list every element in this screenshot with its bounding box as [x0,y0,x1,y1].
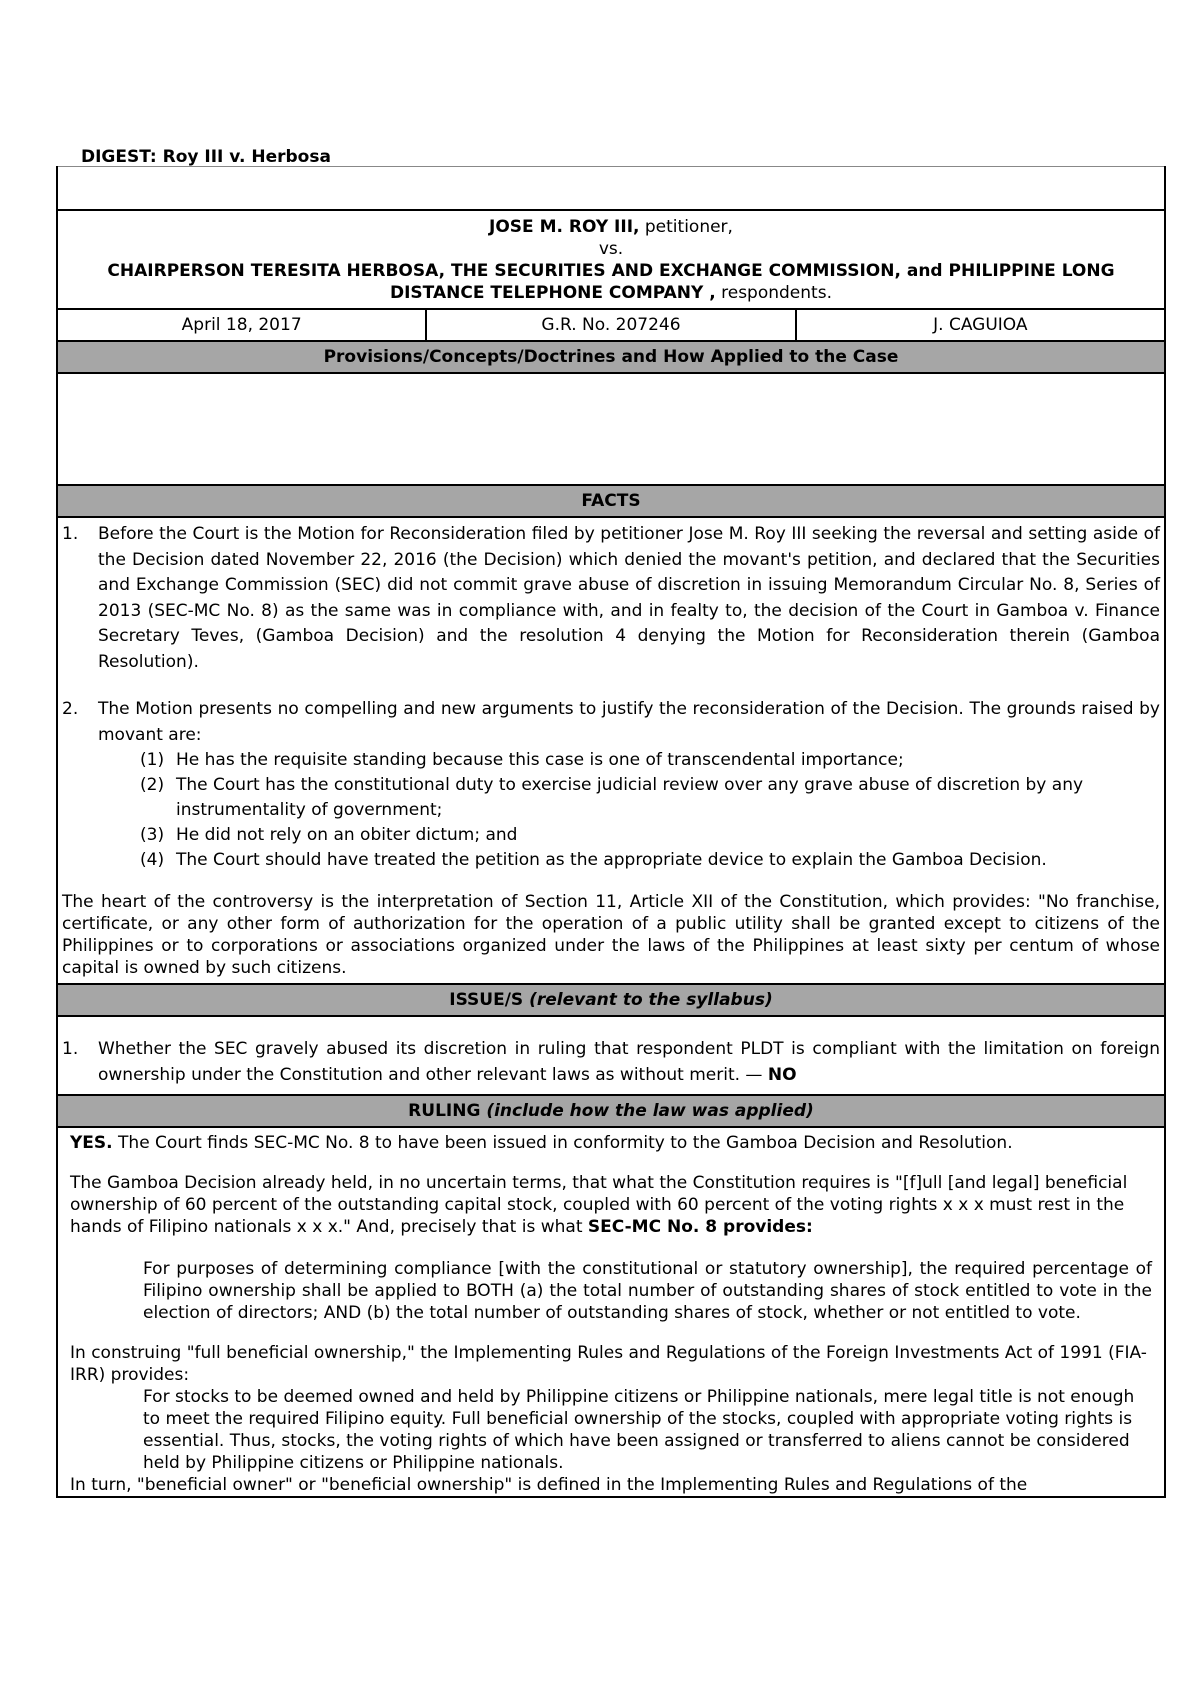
ground-text: The Court has the constitutional duty to exercise judicial review over any grave abuse of discretion by any instrumentality of government; [176,775,1084,820]
ground-number: (2) [140,775,165,795]
ruling-quote-1: For purposes of determining compliance [with the constitutional or statutory ownership], the required percentage of Filipino ownership shall be applied to BOTH (a) the total number of outstanding shares of stock entitled to vote in the election of directors; AND (b) the total number of outstanding shares of stock, whether or not entitled to vote. [143,1259,1152,1323]
versus: vs. [598,239,624,259]
case-parties [58,211,1164,310]
ground-text: He did not rely on an obiter dictum; and [176,825,518,845]
facts-item-2 [62,697,1160,748]
petitioner-role: petitioner, [639,217,733,237]
ruling-heading-note: (include how the law was applied) [486,1101,814,1121]
issues-heading [58,985,1164,1017]
list-number: 1. [62,1039,79,1059]
list-text: The Motion presents no compelling and new arguments to justify the reconsideration of the Decision. The grounds raised by movant are: [98,699,1160,745]
issues-heading-text: ISSUE/S [449,990,530,1010]
blank-header-row [58,166,1164,211]
list-number: 2. [62,699,79,719]
ruling-text: The Gamboa Decision already held, in no uncertain terms, that what the Constitution requires is "[f]ull [and legal] beneficial ownership of 60 percent of the outstanding capital stock, coupled with 60 percent of the voting rights x x x must rest in the hands of Filipino nationals x x x." And, precisely that is what [70,1173,1128,1237]
ruling-heading-text: RULING [408,1101,487,1121]
issue-item-1 [62,1037,1160,1088]
ruling-para-4: In turn, "beneficial owner" or "beneficial ownership" is defined in the Implementing Rules and Regulations of the [70,1475,1028,1495]
ruling-body [58,1128,1164,1496]
list-number: 1. [62,524,79,544]
ground-item [140,773,1160,823]
case-gr-number: G.R. No. 207246 [425,310,794,340]
case-meta-row [58,310,1164,342]
ground-text: The Court should have treated the petition as the appropriate device to explain the Gamboa Decision. [176,850,1047,870]
provisions-heading: Provisions/Concepts/Doctrines and How Applied to the Case [58,342,1164,374]
issues-body [58,1017,1164,1096]
ruling-heading [58,1096,1164,1128]
ground-item [140,823,1160,848]
ground-item [140,748,1160,773]
ground-item [140,848,1160,873]
page-title: DIGEST: Roy III v. Herbosa [81,147,331,167]
facts-heading: FACTS [58,486,1164,518]
respondents-role: respondents. [715,283,832,303]
issues-heading-note: (relevant to the syllabus) [529,990,773,1010]
facts-item-1 [62,522,1160,675]
ruling-para-3: In construing "full beneficial ownership," the Implementing Rules and Regulations of the Foreign Investments Act of 1991 (FIA-IRR) provides: [70,1343,1147,1385]
case-date: April 18, 2017 [181,315,302,335]
ruling-para-1 [70,1132,1152,1154]
digest-table [56,166,1166,1498]
grounds-list [62,748,1160,873]
list-text: Before the Court is the Motion for Reconsideration filed by petitioner Jose M. Roy III seeking the reversal and setting aside of the Decision dated November 22, 2016 (the Decision) which denied the movant's petition, and declared that the Securities and Exchange Commission (SEC) did not commit grave abuse of discretion in issuing Memorandum Circular No. 8, Series of 2013 (SEC-MC No. 8) as the same was in compliance with, and in fealty to, the decision of the Court in Gamboa v. Finance Secretary Teves, (Gamboa Decision) and the resolution 4 denying the Motion for Reconsideration therein (Gamboa Resolution). [98,524,1160,672]
ground-number: (4) [140,850,165,870]
ground-text: He has the requisite standing because this case is one of transcendental importance; [176,750,904,770]
ruling-answer: YES. [70,1133,113,1153]
heart-of-controversy: The heart of the controversy is the interpretation of Section 11, Article XII of the Constitution, which provides: "No franchise, certificate, or any other form of authorization for the operation of a public utility shall be granted except to citizens of the Philippines or to corporations or associations organized under the laws of the Philippines at least sixty per centum of whose capital is owned by such citizens. [62,892,1160,978]
issue-text: Whether the SEC gravely abused its discretion in ruling that respondent PLDT is compliant with the limitation on foreign ownership under the Constitution and other relevant laws as without merit. — [98,1039,1160,1085]
ruling-emphasis: SEC-MC No. 8 provides: [587,1217,813,1237]
issue-answer: NO [767,1064,797,1085]
list-text [98,1037,1160,1088]
case-ponente: J. CAGUIOA [795,310,1164,340]
ground-number: (3) [140,825,165,845]
ruling-quote-2: For stocks to be deemed owned and held by Philippine citizens or Philippine nationals, mere legal title is not enough to meet the required Filipino equity. Full beneficial ownership of the stocks, coupled with appropriate voting rights is essential. Thus, stocks, the voting rights of which have been assigned or transferred to aliens cannot be considered held by Philippine citizens or Philippine nationals. [143,1387,1135,1473]
provisions-body [58,374,1164,486]
facts-body [58,518,1164,985]
ruling-para-2 [70,1172,1152,1238]
petitioner-name: JOSE M. ROY III, [489,217,640,237]
ruling-text: The Court finds SEC-MC No. 8 to have been issued in conformity to the Gamboa Decision and Resolution. [112,1133,1013,1153]
ground-number: (1) [140,750,165,770]
respondents-names: CHAIRPERSON TERESITA HERBOSA, THE SECURITIES AND EXCHANGE COMMISSION, and PHILIPPINE LONG DISTANCE TELEPHONE COMPANY , [107,261,1115,303]
